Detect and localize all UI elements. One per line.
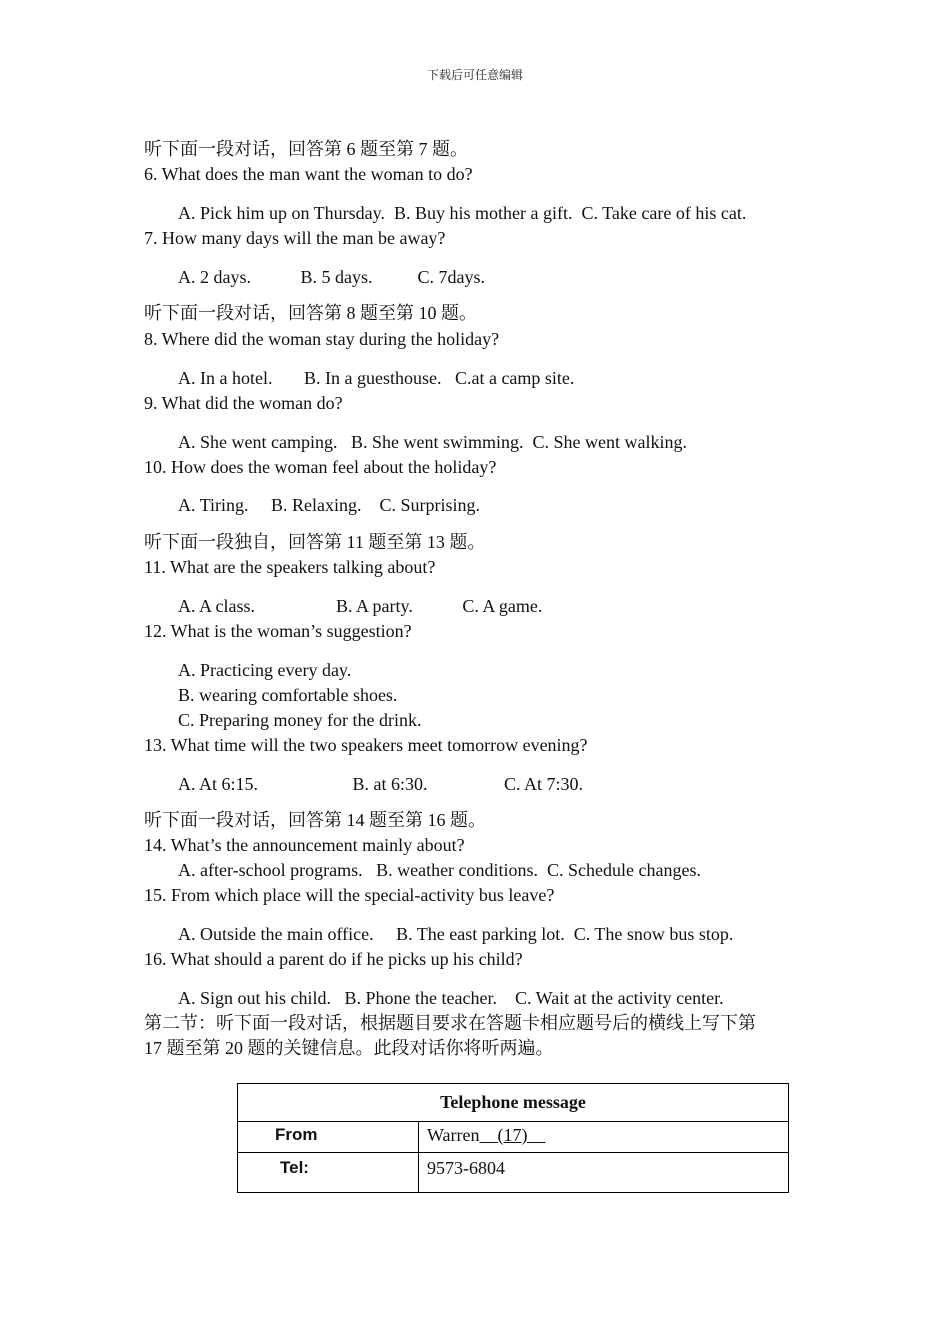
page-header: 下载后可任意编辑	[426, 68, 523, 82]
question-line: 10. How does the woman feel about the holiday?	[144, 457, 497, 477]
answer-options-line: A. At 6:15. B. at 6:30. C. At 7:30.	[178, 774, 584, 794]
question-line: 15. From which place will the special-activity bus leave?	[144, 885, 555, 905]
question-line: 9. What did the woman do?	[144, 393, 343, 413]
telephone-message-table	[237, 1083, 789, 1193]
tel-value: 9573-6804	[427, 1158, 505, 1178]
question-line: 听下面一段对话，回答第 14 题至第 16 题。	[144, 810, 486, 830]
question-line: 听下面一段独自，回答第 11 题至第 13 题。	[144, 532, 486, 552]
question-line: 听下面一段对话，回答第 6 题至第 7 题。	[144, 139, 468, 159]
answer-options-line: A. In a hotel. B. In a guesthouse. C.at a camp site.	[178, 368, 575, 388]
answer-options-line: A. Practicing every day.	[178, 660, 352, 680]
question-line: 听下面一段对话，回答第 8 题至第 10 题。	[144, 303, 477, 323]
table-title: Telephone message	[238, 1084, 788, 1122]
answer-options-line: A. Outside the main office. B. The east parking lot. C. The snow bus stop.	[178, 924, 734, 944]
table-row-tel	[238, 1153, 788, 1193]
tel-label: Tel:	[280, 1158, 309, 1177]
answer-blank-17: (17)	[479, 1125, 546, 1145]
question-line: 16. What should a parent do if he picks up his child?	[144, 949, 523, 969]
question-line: 7. How many days will the man be away?	[144, 228, 446, 248]
question-line: 6. What does the man want the woman to do?	[144, 164, 473, 184]
question-line: 14. What’s the announcement mainly about?	[144, 835, 465, 855]
from-label: From	[275, 1125, 318, 1144]
table-row-from	[238, 1121, 788, 1153]
question-line: 17 题至第 20 题的关键信息。此段对话你将听两遍。	[144, 1038, 554, 1058]
question-line: 8. Where did the woman stay during the holiday?	[144, 329, 500, 349]
question-line: 第二节：听下面一段对话，根据题目要求在答题卡相应题号后的横线上写下第	[144, 1013, 756, 1033]
answer-options-line: A. Pick him up on Thursday. B. Buy his mother a gift. C. Take care of his cat.	[178, 203, 747, 223]
answer-options-line: B. wearing comfortable shoes.	[178, 685, 398, 705]
answer-options-line: C. Preparing money for the drink.	[178, 710, 422, 730]
from-name: Warren	[427, 1125, 480, 1145]
answer-options-line: A. after-school programs. B. weather conditions. C. Schedule changes.	[178, 860, 702, 880]
answer-options-line: A. Tiring. B. Relaxing. C. Surprising.	[178, 495, 481, 515]
answer-options-line: A. Sign out his child. B. Phone the teacher. C. Wait at the activity center.	[178, 988, 724, 1008]
question-line: 13. What time will the two speakers meet tomorrow evening?	[144, 735, 588, 755]
answer-options-line: A. A class. B. A party. C. A game.	[178, 596, 543, 616]
answer-options-line: A. 2 days. B. 5 days. C. 7days.	[178, 267, 485, 287]
answer-options-line: A. She went camping. B. She went swimming. C. She went walking.	[178, 432, 687, 452]
question-line: 12. What is the woman’s suggestion?	[144, 621, 412, 641]
from-value	[427, 1125, 546, 1146]
question-line: 11. What are the speakers talking about?	[144, 557, 436, 577]
